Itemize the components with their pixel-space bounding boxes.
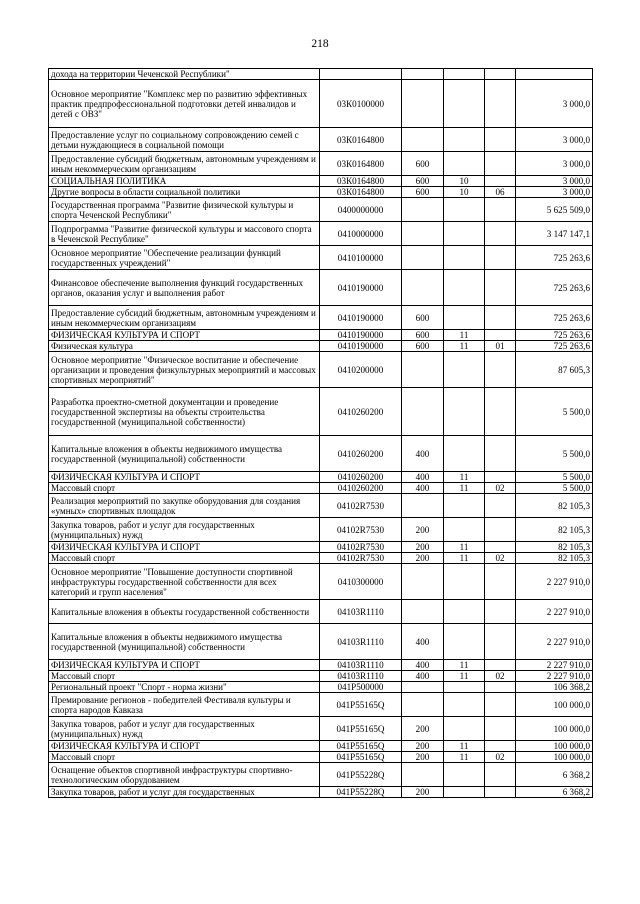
cell-vr [402, 600, 444, 624]
cell-sum: 82 105,3 [516, 494, 593, 518]
cell-rz: 11 [444, 660, 485, 671]
cell-code: 0410190000 [320, 306, 402, 330]
cell-code: 03К0164800 [320, 176, 402, 187]
cell-vr [402, 682, 444, 693]
table-row [49, 270, 593, 306]
cell-sum: 3 000,0 [516, 128, 593, 152]
cell-code: 041P55165Q [320, 717, 402, 741]
cell-pr: 02 [485, 752, 516, 763]
cell-name: Другие вопросы в области социальной политики [49, 187, 320, 198]
cell-name: Массовый спорт [49, 671, 320, 682]
cell-sum [516, 69, 593, 80]
cell-code: 0410260200 [320, 436, 402, 472]
cell-vr: 200 [402, 553, 444, 564]
cell-vr: 400 [402, 660, 444, 671]
cell-sum: 6 368,2 [516, 787, 593, 798]
cell-rz [444, 80, 485, 128]
cell-name: Финансовое обеспечение выполнения функций государственных органов, оказания услуг и выполнения работ [49, 270, 320, 306]
cell-pr [485, 352, 516, 388]
table-row [49, 246, 593, 270]
cell-pr [485, 222, 516, 246]
cell-code: 041P55165Q [320, 752, 402, 763]
table-row [49, 542, 593, 553]
cell-rz [444, 69, 485, 80]
cell-pr: 01 [485, 341, 516, 352]
cell-code: 04103R1110 [320, 660, 402, 671]
table-row [49, 388, 593, 436]
cell-vr [402, 352, 444, 388]
cell-pr [485, 270, 516, 306]
cell-name: ФИЗИЧЕСКАЯ КУЛЬТУРА И СПОРТ [49, 472, 320, 483]
cell-name: Массовый спорт [49, 553, 320, 564]
cell-code: 0410260200 [320, 388, 402, 436]
cell-vr [402, 198, 444, 222]
cell-vr [402, 128, 444, 152]
cell-code: 04103R1110 [320, 600, 402, 624]
cell-vr [402, 564, 444, 600]
cell-rz [444, 436, 485, 472]
cell-rz: 11 [444, 542, 485, 553]
cell-sum: 2 227 910,0 [516, 564, 593, 600]
cell-name: Оснащение объектов спортивной инфраструктуры спортивно-технологическим оборудованием [49, 763, 320, 787]
cell-sum: 2 227 910,0 [516, 660, 593, 671]
cell-name: Региональный проект "Спорт - норма жизни" [49, 682, 320, 693]
cell-rz: 10 [444, 187, 485, 198]
cell-name: Основное мероприятие "Повышение доступности спортивной инфраструктуры государственной собственности для всех категорий и групп населения" [49, 564, 320, 600]
cell-name: Разработка проектно-сметной документации и проведение государственной экспертизы на объекты строительства государственной (муниципальной собственности) [49, 388, 320, 436]
cell-name: Премирование регионов - победителей Фестиваля культуры и спорта народов Кавказа [49, 693, 320, 717]
cell-sum: 5 500,0 [516, 472, 593, 483]
cell-pr [485, 600, 516, 624]
cell-rz [444, 682, 485, 693]
table-row [49, 600, 593, 624]
cell-vr: 600 [402, 306, 444, 330]
table-row [49, 176, 593, 187]
cell-vr [402, 494, 444, 518]
cell-pr [485, 69, 516, 80]
cell-rz [444, 624, 485, 660]
cell-sum: 725 263,6 [516, 270, 593, 306]
cell-code: 041P55165Q [320, 741, 402, 752]
cell-vr: 200 [402, 518, 444, 542]
cell-pr [485, 682, 516, 693]
cell-pr [485, 152, 516, 176]
cell-code: 03К0164800 [320, 128, 402, 152]
cell-code: 03К0164800 [320, 152, 402, 176]
cell-pr [485, 198, 516, 222]
cell-vr [402, 388, 444, 436]
table-row [49, 717, 593, 741]
cell-rz [444, 270, 485, 306]
cell-vr: 400 [402, 624, 444, 660]
cell-name: Капитальные вложения в объекты государственной собственности [49, 600, 320, 624]
cell-vr [402, 693, 444, 717]
cell-code: 0410300000 [320, 564, 402, 600]
cell-rz [444, 152, 485, 176]
table-row [49, 564, 593, 600]
cell-pr: 02 [485, 553, 516, 564]
cell-name: Основное мероприятие "Обеспечение реализации функций государственных учреждений" [49, 246, 320, 270]
cell-code: 041P55165Q [320, 693, 402, 717]
cell-name: ФИЗИЧЕСКАЯ КУЛЬТУРА И СПОРТ [49, 330, 320, 341]
cell-rz [444, 352, 485, 388]
cell-pr [485, 518, 516, 542]
cell-vr: 400 [402, 472, 444, 483]
table-row [49, 693, 593, 717]
cell-vr: 400 [402, 483, 444, 494]
cell-vr: 600 [402, 176, 444, 187]
cell-rz [444, 306, 485, 330]
cell-code: 041P500000 [320, 682, 402, 693]
cell-rz [444, 564, 485, 600]
cell-name: Подпрограмма "Развитие физической культуры и массового спорта в Чеченской Республике" [49, 222, 320, 246]
cell-pr [485, 80, 516, 128]
cell-code: 04102R7530 [320, 542, 402, 553]
cell-sum: 100 000,0 [516, 693, 593, 717]
cell-name: ФИЗИЧЕСКАЯ КУЛЬТУРА И СПОРТ [49, 660, 320, 671]
cell-code: 041P55228Q [320, 787, 402, 798]
cell-rz [444, 198, 485, 222]
cell-rz [444, 787, 485, 798]
cell-rz [444, 128, 485, 152]
cell-name: Капитальные вложения в объекты недвижимого имущества государственной (муниципальной) собственности [49, 436, 320, 472]
cell-sum: 100 000,0 [516, 717, 593, 741]
cell-sum: 3 000,0 [516, 80, 593, 128]
cell-vr [402, 246, 444, 270]
cell-rz [444, 518, 485, 542]
cell-rz: 11 [444, 341, 485, 352]
cell-sum: 100 000,0 [516, 752, 593, 763]
table-row [49, 624, 593, 660]
cell-rz [444, 388, 485, 436]
cell-name: ФИЗИЧЕСКАЯ КУЛЬТУРА И СПОРТ [49, 741, 320, 752]
table-row [49, 341, 593, 352]
cell-sum: 2 227 910,0 [516, 671, 593, 682]
cell-pr [485, 472, 516, 483]
cell-rz: 11 [444, 483, 485, 494]
cell-code: 04103R1110 [320, 671, 402, 682]
cell-name: ФИЗИЧЕСКАЯ КУЛЬТУРА И СПОРТ [49, 542, 320, 553]
cell-name: Предоставление субсидий бюджетным, автономным учреждениям и иным некоммерческим организациям [49, 152, 320, 176]
table-row [49, 483, 593, 494]
cell-code: 0400000000 [320, 198, 402, 222]
cell-name: Закупка товаров, работ и услуг для государственных [49, 787, 320, 798]
cell-sum: 100 000,0 [516, 741, 593, 752]
cell-rz [444, 222, 485, 246]
cell-sum: 725 263,6 [516, 306, 593, 330]
table-row [49, 671, 593, 682]
cell-name: Предоставление субсидий бюджетным, автономным учреждениям и иным некоммерческим организациям [49, 306, 320, 330]
cell-vr [402, 270, 444, 306]
cell-sum: 725 263,6 [516, 330, 593, 341]
table-row [49, 741, 593, 752]
table-row [49, 152, 593, 176]
table-row [49, 187, 593, 198]
cell-sum: 106 368,2 [516, 682, 593, 693]
table-row [49, 69, 593, 80]
cell-pr [485, 306, 516, 330]
cell-code: 0410200000 [320, 352, 402, 388]
cell-name: Государственная программа "Развитие физической культуры и спорта Чеченской Республики" [49, 198, 320, 222]
cell-rz: 11 [444, 472, 485, 483]
cell-sum: 5 500,0 [516, 483, 593, 494]
cell-name: Предоставление услуг по социальному сопровождению семей с детьми нуждающиеся в социальной помощи [49, 128, 320, 152]
cell-code: 0410190000 [320, 341, 402, 352]
cell-vr: 200 [402, 752, 444, 763]
cell-sum: 5 500,0 [516, 388, 593, 436]
cell-vr [402, 763, 444, 787]
cell-code: 0410000000 [320, 222, 402, 246]
cell-code: 0410260200 [320, 483, 402, 494]
cell-rz [444, 763, 485, 787]
cell-vr: 400 [402, 436, 444, 472]
cell-name: СОЦИАЛЬНАЯ ПОЛИТИКА [49, 176, 320, 187]
cell-name: Закупка товаров, работ и услуг для государственных (муниципальных) нужд [49, 717, 320, 741]
cell-pr [485, 693, 516, 717]
cell-sum: 3 000,0 [516, 152, 593, 176]
cell-pr [485, 176, 516, 187]
cell-rz: 10 [444, 176, 485, 187]
cell-name: Капитальные вложения в объекты недвижимого имущества государственной (муниципальной) собственности [49, 624, 320, 660]
cell-sum: 3 000,0 [516, 187, 593, 198]
cell-sum: 3 147 147,1 [516, 222, 593, 246]
cell-vr: 200 [402, 542, 444, 553]
cell-rz [444, 693, 485, 717]
cell-code: 04102R7530 [320, 494, 402, 518]
cell-vr: 600 [402, 152, 444, 176]
cell-pr [485, 763, 516, 787]
cell-pr: 02 [485, 483, 516, 494]
table-row [49, 494, 593, 518]
cell-vr: 600 [402, 330, 444, 341]
cell-name: Физическая культура [49, 341, 320, 352]
cell-pr [485, 542, 516, 553]
cell-sum: 725 263,6 [516, 341, 593, 352]
cell-code: 0410100000 [320, 246, 402, 270]
table-row [49, 330, 593, 341]
cell-rz: 11 [444, 741, 485, 752]
table-row [49, 660, 593, 671]
cell-pr [485, 624, 516, 660]
cell-pr [485, 128, 516, 152]
cell-rz [444, 494, 485, 518]
table-row [49, 752, 593, 763]
table-row [49, 518, 593, 542]
cell-pr [485, 564, 516, 600]
cell-rz: 11 [444, 671, 485, 682]
cell-pr: 06 [485, 187, 516, 198]
cell-vr: 400 [402, 671, 444, 682]
cell-rz [444, 717, 485, 741]
cell-sum: 82 105,3 [516, 553, 593, 564]
cell-sum: 6 368,2 [516, 763, 593, 787]
table-row [49, 198, 593, 222]
table-row [49, 306, 593, 330]
cell-code: 03К0100000 [320, 80, 402, 128]
table-row [49, 472, 593, 483]
table-row [49, 787, 593, 798]
cell-pr [485, 741, 516, 752]
cell-pr: 02 [485, 671, 516, 682]
cell-vr: 200 [402, 741, 444, 752]
cell-pr [485, 388, 516, 436]
cell-pr [485, 494, 516, 518]
table-row [49, 80, 593, 128]
cell-pr [485, 660, 516, 671]
cell-rz [444, 246, 485, 270]
cell-sum: 2 227 910,0 [516, 624, 593, 660]
cell-code: 04102R7530 [320, 553, 402, 564]
cell-name: дохода на территории Чеченской Республики" [49, 69, 320, 80]
cell-pr [485, 436, 516, 472]
cell-rz: 11 [444, 553, 485, 564]
cell-vr: 600 [402, 187, 444, 198]
cell-rz: 11 [444, 330, 485, 341]
cell-code: 0410190000 [320, 270, 402, 306]
cell-vr: 200 [402, 717, 444, 741]
table-row [49, 553, 593, 564]
cell-pr [485, 787, 516, 798]
cell-vr [402, 222, 444, 246]
cell-code: 04102R7530 [320, 518, 402, 542]
cell-name: Основное мероприятие "Комплекс мер по развитию эффективных практик предпрофессиональной подготовки детей инвалидов и детей с ОВЗ" [49, 80, 320, 128]
cell-vr [402, 69, 444, 80]
cell-code [320, 69, 402, 80]
cell-pr [485, 717, 516, 741]
cell-code: 03К0164800 [320, 187, 402, 198]
cell-rz: 11 [444, 752, 485, 763]
cell-vr: 200 [402, 787, 444, 798]
cell-sum: 5 625 509,0 [516, 198, 593, 222]
cell-code: 0410260200 [320, 472, 402, 483]
cell-rz [444, 600, 485, 624]
cell-pr [485, 246, 516, 270]
page-number: 218 [311, 38, 329, 50]
cell-code: 0410190000 [320, 330, 402, 341]
cell-vr: 600 [402, 341, 444, 352]
cell-sum: 87 605,3 [516, 352, 593, 388]
cell-vr [402, 80, 444, 128]
cell-name: Реализация мероприятий по закупке оборудования для создания «умных» спортивных площадок [49, 494, 320, 518]
cell-name: Массовый спорт [49, 483, 320, 494]
cell-code: 041P55228Q [320, 763, 402, 787]
cell-sum: 725 263,6 [516, 246, 593, 270]
cell-sum: 3 000,0 [516, 176, 593, 187]
cell-pr [485, 330, 516, 341]
cell-name: Закупка товаров, работ и услуг для государственных (муниципальных) нужд [49, 518, 320, 542]
table-row [49, 352, 593, 388]
table-row [49, 222, 593, 246]
cell-sum: 2 227 910,0 [516, 600, 593, 624]
cell-sum: 82 105,3 [516, 542, 593, 553]
cell-sum: 5 500,0 [516, 436, 593, 472]
cell-sum: 82 105,3 [516, 518, 593, 542]
cell-name: Массовый спорт [49, 752, 320, 763]
cell-name: Основное мероприятие "Физическое воспитание и обеспечение организации и проведения физкультурных мероприятий и массовых спортивных мероприятий" [49, 352, 320, 388]
table-row [49, 128, 593, 152]
table-row [49, 682, 593, 693]
budget-table [48, 68, 593, 798]
cell-code: 04103R1110 [320, 624, 402, 660]
table-row [49, 436, 593, 472]
table-row [49, 763, 593, 787]
